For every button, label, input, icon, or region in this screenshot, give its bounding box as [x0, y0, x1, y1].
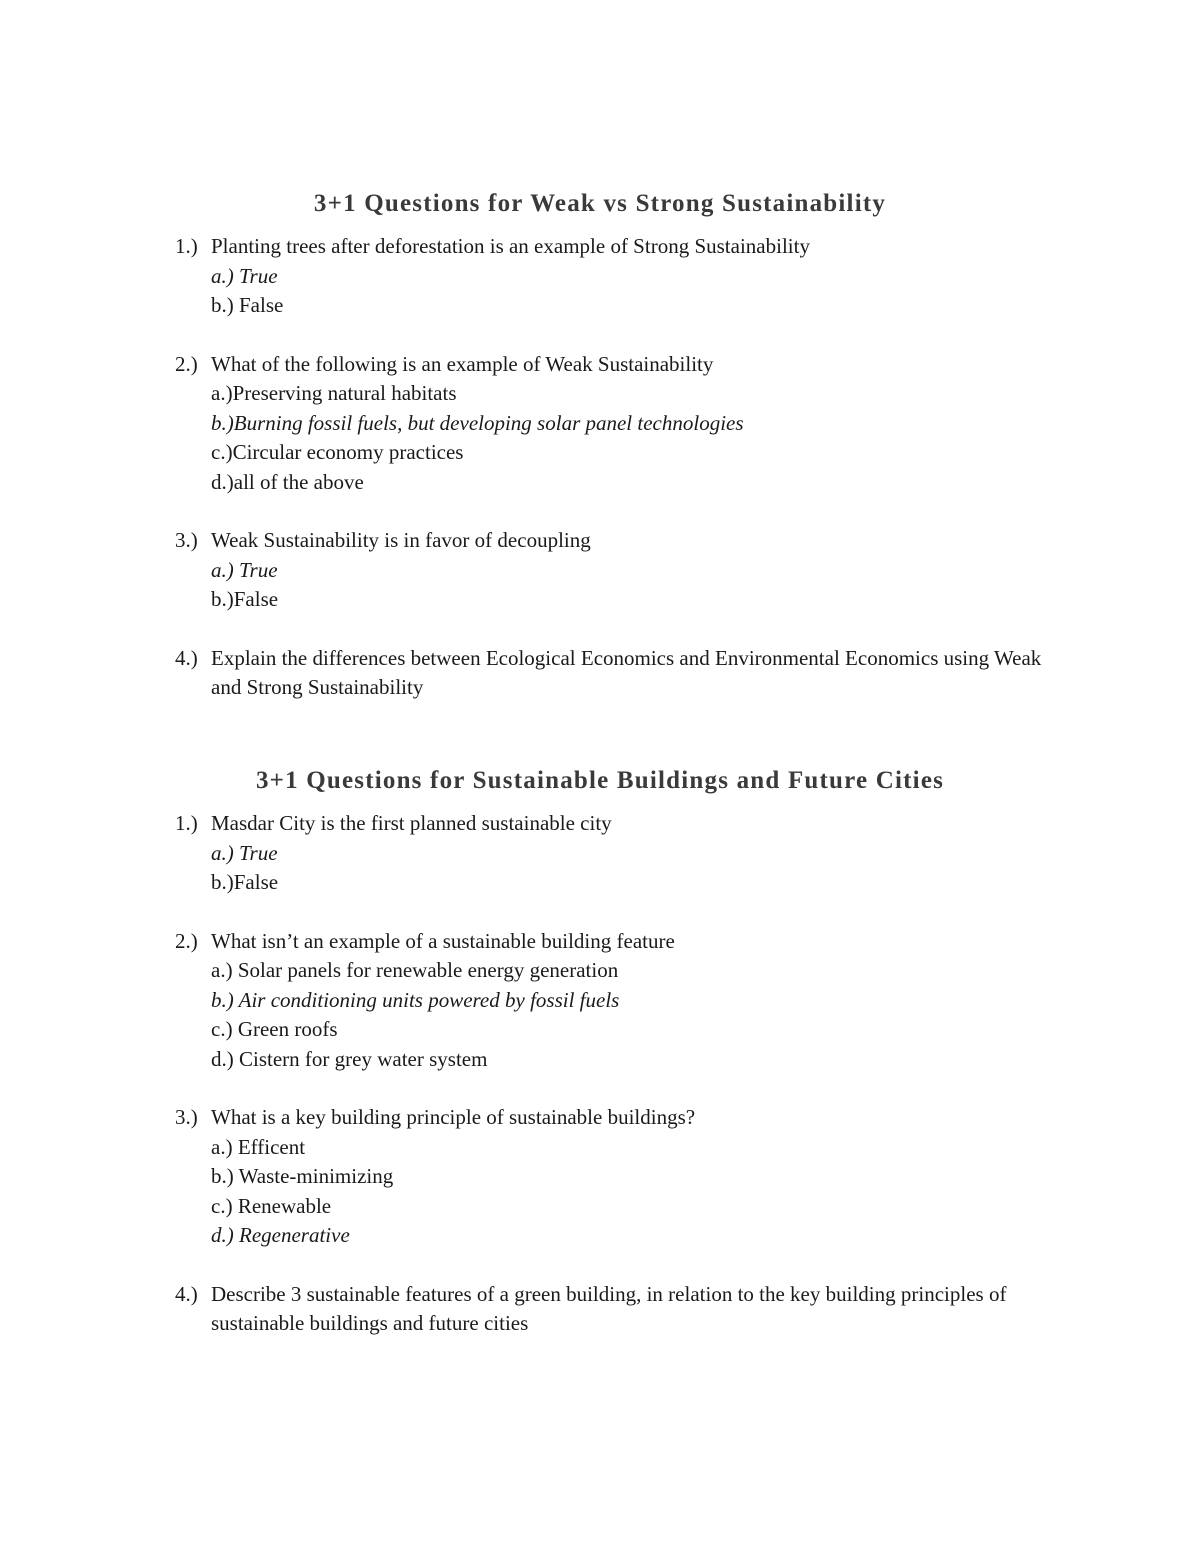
- question-text: Planting trees after deforestation is an example of Strong Sustainability: [211, 234, 810, 258]
- question-text: What is a key building principle of sustainable buildings?: [211, 1105, 696, 1129]
- section-buildings-cities: [0, 759, 1200, 1368]
- question-2: [175, 927, 1055, 1075]
- question-number: 3.): [175, 1105, 198, 1129]
- question-1: [175, 232, 1055, 321]
- question-number: 1.): [175, 234, 198, 258]
- question-number: 3.): [175, 528, 198, 552]
- option-b: b.) False: [211, 293, 284, 317]
- option-d: d.) Cistern for grey water system: [211, 1046, 488, 1071]
- option-a: a.)Preserving natural habitats: [211, 381, 457, 405]
- option-b: b.)False: [211, 870, 279, 894]
- question-3: [175, 1103, 1055, 1251]
- question-4: [175, 1280, 1055, 1339]
- answer-options: [211, 956, 1055, 1074]
- option-c: c.) Green roofs: [211, 1017, 338, 1041]
- option-b: b.) Air conditioning units powered by fossil fuels: [211, 987, 620, 1012]
- answer-options: [211, 262, 1055, 321]
- option-d: d.)all of the above: [211, 469, 364, 494]
- option-b: b.)False: [211, 587, 279, 611]
- question-number: 2.): [175, 351, 198, 376]
- section-title: 3+1 Questions for Weak vs Strong Sustainability: [313, 190, 887, 217]
- question-2: [175, 350, 1055, 498]
- question-text: Explain the differences between Ecological Economics and Environmental Economics using Weak and Strong Sustainability: [211, 645, 1042, 699]
- question-number: 2.): [175, 928, 198, 953]
- question-text: Describe 3 sustainable features of a green building, in relation to the key building principles of sustainable buildings and future cities: [211, 1281, 1007, 1335]
- question-number: 1.): [175, 811, 198, 835]
- question-text: Masdar City is the first planned sustainable city: [211, 811, 612, 835]
- answer-options: [211, 556, 1055, 615]
- question-4: [175, 644, 1055, 703]
- question-1: [175, 809, 1055, 898]
- option-b: b.)Burning fossil fuels, but developing solar panel technologies: [211, 410, 744, 435]
- option-a: a.) True: [211, 840, 278, 865]
- question-text: What of the following is an example of Weak Sustainability: [211, 351, 714, 376]
- option-d: d.) Regenerative: [211, 1223, 350, 1247]
- question-text: What isn’t an example of a sustainable building feature: [211, 928, 675, 953]
- option-c: c.)Circular economy practices: [211, 440, 464, 464]
- question-number: 4.): [175, 1281, 198, 1306]
- answer-options: [211, 839, 1055, 898]
- question-3: [175, 526, 1055, 615]
- section-title: 3+1 Questions for Sustainable Buildings and Future Cities: [255, 767, 945, 794]
- option-a: a.) Efficent: [211, 1134, 306, 1159]
- question-number: 4.): [175, 645, 198, 670]
- option-b: b.) Waste-minimizing: [211, 1164, 394, 1188]
- section-weak-vs-strong: [0, 182, 1200, 732]
- option-a: a.) True: [211, 557, 278, 582]
- answer-options: [211, 379, 1055, 497]
- option-c: c.) Renewable: [211, 1193, 332, 1218]
- option-a: a.) True: [211, 263, 278, 288]
- option-a: a.) Solar panels for renewable energy generation: [211, 958, 619, 982]
- answer-options: [211, 1133, 1055, 1251]
- question-text: Weak Sustainability is in favor of decoupling: [211, 528, 591, 552]
